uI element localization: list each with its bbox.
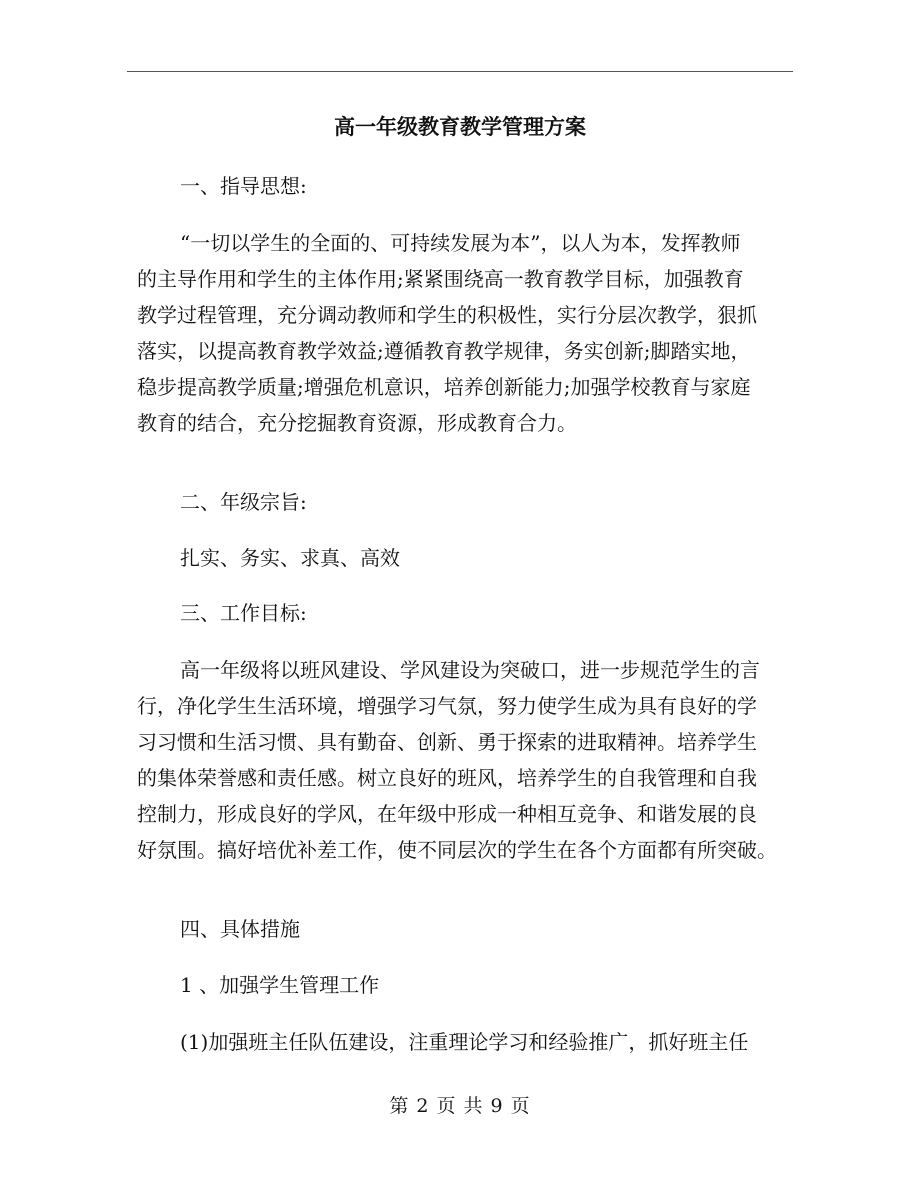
- paragraph-line: 的集体荣誉感和责任感。树立良好的班风，培养学生的自我管理和自我: [137, 766, 757, 790]
- paragraph-line: 好氛围。搞好培优补差工作，使不同层次的学生在各个方面都有所突破。: [137, 838, 777, 862]
- section-heading-measures: 四、具体措施: [180, 917, 300, 941]
- grade-purpose-text: 扎实、务实、求真、高效: [180, 546, 400, 570]
- paragraph-line: 习习惯和生活习惯、具有勤奋、创新、勇于探索的进取精神。培养学生: [137, 730, 757, 754]
- subsection-heading-student-management: 1 、加强学生管理工作: [180, 973, 380, 997]
- paragraph-line: 教学过程管理，充分调动教师和学生的积极性，实行分层次教学，狠抓: [137, 303, 757, 327]
- paragraph-line: 稳步提高教学质量;增强危机意识，培养创新能力;加强学校教育与家庭: [137, 375, 751, 399]
- paragraph-line: “一切以学生的全面的、可持续发展为本”，以人为本，发挥教师: [180, 231, 741, 255]
- paragraph-line: 的主导作用和学生的主体作用;紧紧围绕高一教育教学目标，加强教育: [137, 267, 744, 291]
- paragraph-line: 行，净化学生生活环境，增强学习气氛，努力使学生成为具有良好的学: [137, 694, 757, 718]
- section-heading-work-goals: 三、工作目标:: [180, 601, 307, 625]
- section-heading-guiding-thought: 一、指导思想:: [180, 174, 307, 198]
- document-title: 高一年级教育教学管理方案: [334, 114, 586, 139]
- paragraph-line: 教育的结合，充分挖掘教育资源，形成教育合力。: [137, 411, 577, 435]
- section-heading-grade-purpose: 二、年级宗旨:: [180, 490, 307, 514]
- paragraph-work-goals: [137, 652, 797, 868]
- subsection-paragraph-start: (1)加强班主任队伍建设，注重理论学习和经验推广，抓好班主任: [180, 1030, 749, 1054]
- paragraph-line: 高一年级将以班风建设、学风建设为突破口，进一步规范学生的言: [180, 658, 760, 682]
- paragraph-line: 控制力，形成良好的学风，在年级中形成一种相互竞争、和谐发展的良: [137, 802, 757, 826]
- paragraph-guiding-thought: [137, 225, 797, 441]
- page-number: 第 2 页 共 9 页: [389, 1095, 531, 1117]
- paragraph-line: 落实，以提高教育教学效益;遵循教育教学规律，务实创新;脚踏实地，: [137, 339, 751, 363]
- header-rule: [127, 71, 793, 72]
